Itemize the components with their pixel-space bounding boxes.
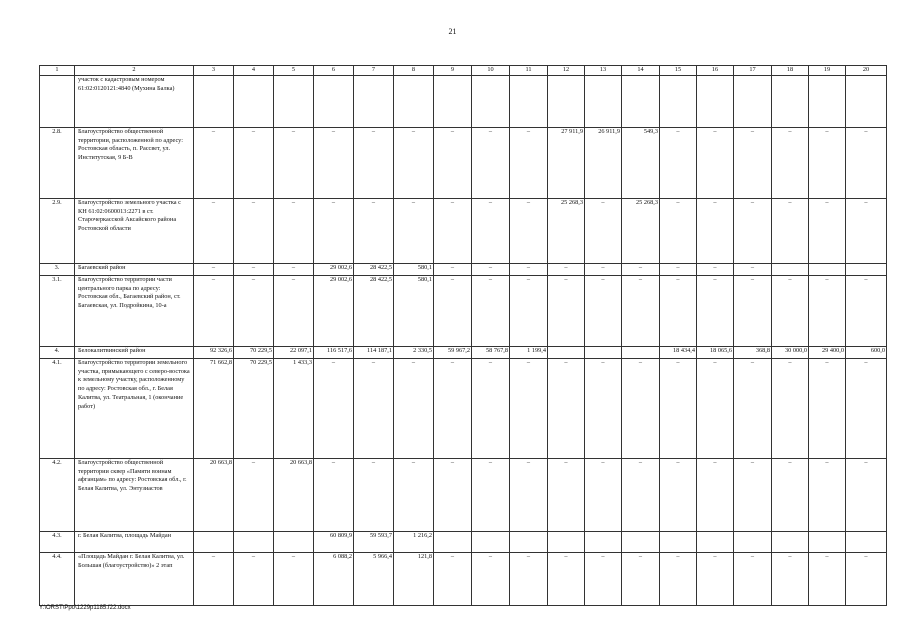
value-cell: – [809,553,846,606]
value-cell: – [548,264,585,276]
value-cell: – [472,359,510,459]
value-cell: – [548,553,585,606]
value-cell: – [472,128,510,199]
value-cell: 18 065,6 [697,347,734,359]
column-header-20: 20 [846,66,887,76]
value-cell: – [314,128,354,199]
value-cell [585,532,622,553]
value-cell: 27 911,9 [548,128,585,199]
value-cell: 549,3 [622,128,660,199]
row-name: г. Белая Калитва, площадь Майдан [75,532,194,553]
table-row [40,532,887,553]
table-row [40,264,887,276]
value-cell: – [234,276,274,347]
value-cell: – [274,264,314,276]
value-cell: – [660,128,697,199]
row-number: 2.9. [40,199,75,264]
value-cell [846,264,887,276]
value-cell: – [510,128,548,199]
value-cell: 28 422,5 [354,264,394,276]
value-cell: 580,1 [394,276,434,347]
value-cell: 25 268,3 [548,199,585,264]
value-cell [846,532,887,553]
data-table [39,65,887,606]
row-number: 3.1. [40,276,75,347]
column-header-18: 18 [772,66,809,76]
value-cell: – [234,199,274,264]
value-cell: – [510,264,548,276]
value-cell [809,532,846,553]
value-cell: 600,0 [846,347,887,359]
value-cell: 71 662,8 [194,359,234,459]
value-cell: – [697,359,734,459]
value-cell [622,532,660,553]
value-cell: – [660,199,697,264]
value-cell: – [354,359,394,459]
value-cell: – [772,276,809,347]
value-cell [734,532,772,553]
value-cell: – [434,199,472,264]
value-cell: – [194,553,234,606]
value-cell: – [734,199,772,264]
value-cell [234,532,274,553]
value-cell [772,532,809,553]
value-cell: 29 400,0 [809,347,846,359]
table-row [40,199,887,264]
value-cell: – [314,459,354,532]
value-cell [354,76,394,128]
value-cell: – [585,264,622,276]
value-cell: – [548,359,585,459]
row-name: Благоустройство общественной территории сквер «Памяти воинам афганцам» по адресу: Ростовская обл., г. Белая Калитва, ул. Энтузиастов [75,459,194,532]
value-cell: – [510,459,548,532]
value-cell [734,76,772,128]
value-cell [697,76,734,128]
value-cell: – [734,459,772,532]
value-cell: – [809,276,846,347]
value-cell: 70 229,5 [234,347,274,359]
column-header-15: 15 [660,66,697,76]
value-cell: – [846,553,887,606]
value-cell: – [354,128,394,199]
value-cell [697,532,734,553]
row-name: Благоустройство общественной территории, расположенной по адресу: Ростовская область, п. Рассвет, ул. Институтская, 9 Б-В [75,128,194,199]
value-cell: – [772,553,809,606]
value-cell [510,532,548,553]
value-cell: – [314,359,354,459]
value-cell [846,76,887,128]
row-name: «Площадь Майдан г. Белая Калитва, ул. Большая (благоустройство)» 2 этап [75,553,194,606]
column-header-9: 9 [434,66,472,76]
value-cell [274,532,314,553]
value-cell [314,76,354,128]
row-name: Белокалитвинский район [75,347,194,359]
value-cell: – [660,264,697,276]
value-cell [234,76,274,128]
value-cell: – [354,459,394,532]
table-body [40,66,887,606]
value-cell [394,76,434,128]
value-cell: – [434,459,472,532]
value-cell: – [510,553,548,606]
value-cell [622,76,660,128]
row-number: 4.2. [40,459,75,532]
value-cell [772,264,809,276]
value-cell: – [622,459,660,532]
column-header-7: 7 [354,66,394,76]
value-cell: – [274,199,314,264]
value-cell: 20 663,8 [274,459,314,532]
value-cell: – [434,128,472,199]
value-cell: – [548,276,585,347]
value-cell: – [846,359,887,459]
value-cell: – [510,276,548,347]
value-cell: – [622,276,660,347]
value-cell: 59 593,7 [354,532,394,553]
value-cell: 1 216,2 [394,532,434,553]
value-cell: – [734,128,772,199]
value-cell [274,76,314,128]
value-cell: 28 422,5 [354,276,394,347]
value-cell: – [394,128,434,199]
table-row [40,76,887,128]
value-cell [809,76,846,128]
table-row [40,459,887,532]
column-header-16: 16 [697,66,734,76]
value-cell: 29 002,6 [314,276,354,347]
value-cell: 121,8 [394,553,434,606]
row-name: участок с кадастровым номером 61:02:0120121:4840 (Мухина Балка) [75,76,194,128]
value-cell: – [472,276,510,347]
row-number: 4.4. [40,553,75,606]
row-number: 3. [40,264,75,276]
value-cell: – [585,459,622,532]
value-cell: – [809,359,846,459]
value-cell [660,76,697,128]
value-cell: – [194,276,234,347]
value-cell: 92 326,6 [194,347,234,359]
value-cell: – [585,276,622,347]
value-cell: – [394,459,434,532]
value-cell: – [809,199,846,264]
value-cell: 1 199,4 [510,347,548,359]
value-cell: – [697,276,734,347]
value-cell: – [234,553,274,606]
value-cell: – [809,128,846,199]
value-cell: – [772,359,809,459]
column-header-2: 2 [75,66,194,76]
value-cell: – [660,459,697,532]
value-cell: 59 967,2 [434,347,472,359]
value-cell: – [394,199,434,264]
column-header-1: 1 [40,66,75,76]
value-cell: – [697,264,734,276]
value-cell: – [734,264,772,276]
value-cell: – [194,128,234,199]
value-cell: – [274,128,314,199]
value-cell: 20 663,8 [194,459,234,532]
value-cell: – [660,359,697,459]
value-cell: 26 911,9 [585,128,622,199]
value-cell: 116 517,6 [314,347,354,359]
value-cell [548,532,585,553]
value-cell: 1 433,3 [274,359,314,459]
value-cell: 368,8 [734,347,772,359]
table-row [40,276,887,347]
value-cell [472,532,510,553]
value-cell: 580,1 [394,264,434,276]
value-cell: – [585,553,622,606]
value-cell: – [772,199,809,264]
table-header-row [40,66,887,76]
value-cell [585,347,622,359]
row-name: Благоустройство земельного участка с КН 61:02:0600013:2271 в ст. Старочеркасской Аксайского района Ростовской области [75,199,194,264]
value-cell: – [846,128,887,199]
value-cell: – [510,359,548,459]
value-cell: – [622,359,660,459]
value-cell [660,532,697,553]
value-cell: 25 268,3 [622,199,660,264]
value-cell [434,76,472,128]
value-cell: – [660,276,697,347]
column-header-17: 17 [734,66,772,76]
value-cell: – [434,553,472,606]
value-cell: – [234,128,274,199]
value-cell: – [274,553,314,606]
column-header-4: 4 [234,66,274,76]
value-cell: – [394,359,434,459]
value-cell: 5 966,4 [354,553,394,606]
value-cell [772,76,809,128]
value-cell: – [510,199,548,264]
value-cell: 58 767,8 [472,347,510,359]
column-header-11: 11 [510,66,548,76]
value-cell: – [697,128,734,199]
value-cell: – [697,199,734,264]
column-header-13: 13 [585,66,622,76]
value-cell: – [846,199,887,264]
value-cell: – [585,359,622,459]
row-name: Благоустройство территории земельного участка, примыкающего с северо-востока к земельному участку, расположенному по адресу: Ростовская обл., г. Белая Калитва, ул. Театральная, 1 (окончание работ) [75,359,194,459]
table-row [40,359,887,459]
value-cell: – [314,199,354,264]
value-cell: – [772,459,809,532]
value-cell: 29 002,6 [314,264,354,276]
value-cell: – [234,264,274,276]
column-header-19: 19 [809,66,846,76]
row-number: 4.3. [40,532,75,553]
column-header-6: 6 [314,66,354,76]
table-row [40,128,887,199]
value-cell: – [734,553,772,606]
value-cell: – [622,264,660,276]
value-cell: 60 809,9 [314,532,354,553]
value-cell: 18 434,4 [660,347,697,359]
value-cell [622,347,660,359]
row-number [40,76,75,128]
value-cell [548,347,585,359]
value-cell: – [434,276,472,347]
row-name: Багаевский район [75,264,194,276]
column-header-12: 12 [548,66,585,76]
value-cell: 70 229,5 [234,359,274,459]
value-cell: – [622,553,660,606]
row-number: 2.8. [40,128,75,199]
value-cell: 2 330,5 [394,347,434,359]
value-cell: – [472,459,510,532]
value-cell: 22 097,1 [274,347,314,359]
value-cell: – [660,553,697,606]
value-cell: – [772,128,809,199]
value-cell [585,76,622,128]
value-cell [434,532,472,553]
value-cell: – [548,459,585,532]
value-cell: – [697,459,734,532]
value-cell [809,264,846,276]
value-cell [194,76,234,128]
value-cell: – [274,276,314,347]
file-path-footer: Y:\ORST\Ppo\1229p1185.f22.docx [39,605,131,611]
value-cell: – [354,199,394,264]
value-cell: – [734,359,772,459]
page-number: 21 [448,27,457,36]
row-name: Благоустройство территории части центрального парка по адресу: Ростовская обл., Багаевский район, ст. Багаевская, ул. Подройкина, 10-а [75,276,194,347]
row-number: 4. [40,347,75,359]
value-cell: – [472,199,510,264]
value-cell: – [434,264,472,276]
value-cell: 30 000,0 [772,347,809,359]
value-cell [510,76,548,128]
value-cell: – [434,359,472,459]
value-cell: – [234,459,274,532]
value-cell [194,532,234,553]
value-cell: – [472,264,510,276]
value-cell: 6 088,2 [314,553,354,606]
column-header-14: 14 [622,66,660,76]
value-cell: – [585,199,622,264]
value-cell [548,76,585,128]
value-cell [472,76,510,128]
column-header-5: 5 [274,66,314,76]
value-cell: – [846,276,887,347]
value-cell: – [697,553,734,606]
value-cell: – [194,199,234,264]
column-header-10: 10 [472,66,510,76]
value-cell: – [846,459,887,532]
value-cell: 114 187,1 [354,347,394,359]
value-cell: – [809,459,846,532]
table-row [40,347,887,359]
column-header-3: 3 [194,66,234,76]
table-row [40,553,887,606]
column-header-8: 8 [394,66,434,76]
row-number: 4.1. [40,359,75,459]
value-cell: – [734,276,772,347]
value-cell: – [472,553,510,606]
value-cell: – [194,264,234,276]
